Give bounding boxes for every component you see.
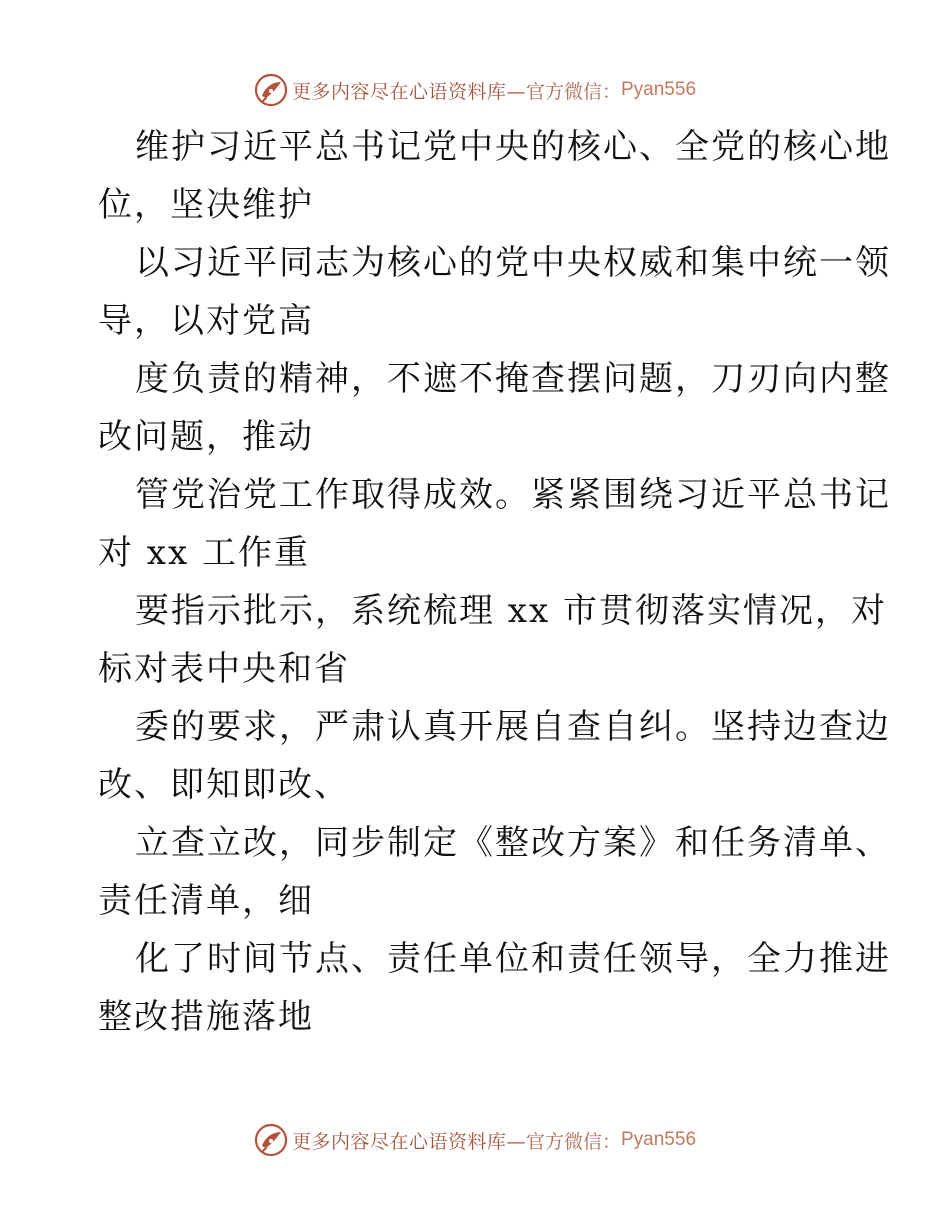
- paragraph-line: 度负责的精神，不遮不掩查摆问题，刀刃向内整: [135, 359, 891, 399]
- paragraph-line: 维护习近平总书记党中央的核心、全党的核心地: [135, 127, 891, 167]
- paragraph-line: 立查立改，同步制定《整改方案》和任务清单、: [135, 823, 891, 863]
- paragraph: [98, 930, 891, 1046]
- banner-wechat-id: Pyan556: [621, 1129, 697, 1150]
- banner-title: 更多内容尽在心语资料库—: [291, 1130, 526, 1153]
- document-body: [98, 118, 891, 1046]
- paragraph-line: 以习近平同志为核心的党中央权威和集中统一领: [135, 243, 891, 283]
- pen-nib-logo-icon: [254, 73, 288, 107]
- banner-wechat-label: 官方微信：: [525, 80, 621, 103]
- paragraph-line: 位，坚决维护: [98, 185, 314, 225]
- paragraph-line: 标对表中央和省: [98, 649, 350, 689]
- paragraph-line: 改、即知即改、: [98, 765, 350, 805]
- paragraph-line: 委的要求，严肃认真开展自查自纠。坚持边查边: [135, 707, 891, 747]
- paragraph-line: 整改措施落地: [98, 997, 314, 1037]
- paragraph: [98, 582, 887, 698]
- header-banner: [0, 70, 950, 110]
- footer-banner: [0, 1120, 950, 1160]
- paragraph: [98, 350, 891, 466]
- paragraph: [98, 234, 891, 350]
- paragraph-line: 改问题，推动: [98, 417, 314, 457]
- banner-wechat-label: 官方微信：: [525, 1130, 621, 1153]
- pen-nib-logo-icon: [254, 1123, 288, 1157]
- paragraph-line: 导，以对党高: [98, 301, 314, 341]
- paragraph: [98, 118, 891, 234]
- paragraph: [98, 698, 891, 814]
- paragraph-line: 对 xx 工作重: [98, 533, 310, 573]
- paragraph-line: 责任清单，细: [98, 881, 314, 921]
- paragraph-line: 要指示批示，系统梳理 xx 市贯彻落实情况，对: [135, 591, 887, 631]
- paragraph: [98, 466, 891, 582]
- banner-title: 更多内容尽在心语资料库—: [291, 80, 526, 103]
- paragraph-line: 管党治党工作取得成效。紧紧围绕习近平总书记: [135, 475, 891, 515]
- paragraph-line: 化了时间节点、责任单位和责任领导，全力推进: [135, 939, 891, 979]
- banner-wechat-id: Pyan556: [621, 79, 697, 100]
- paragraph: [98, 814, 891, 930]
